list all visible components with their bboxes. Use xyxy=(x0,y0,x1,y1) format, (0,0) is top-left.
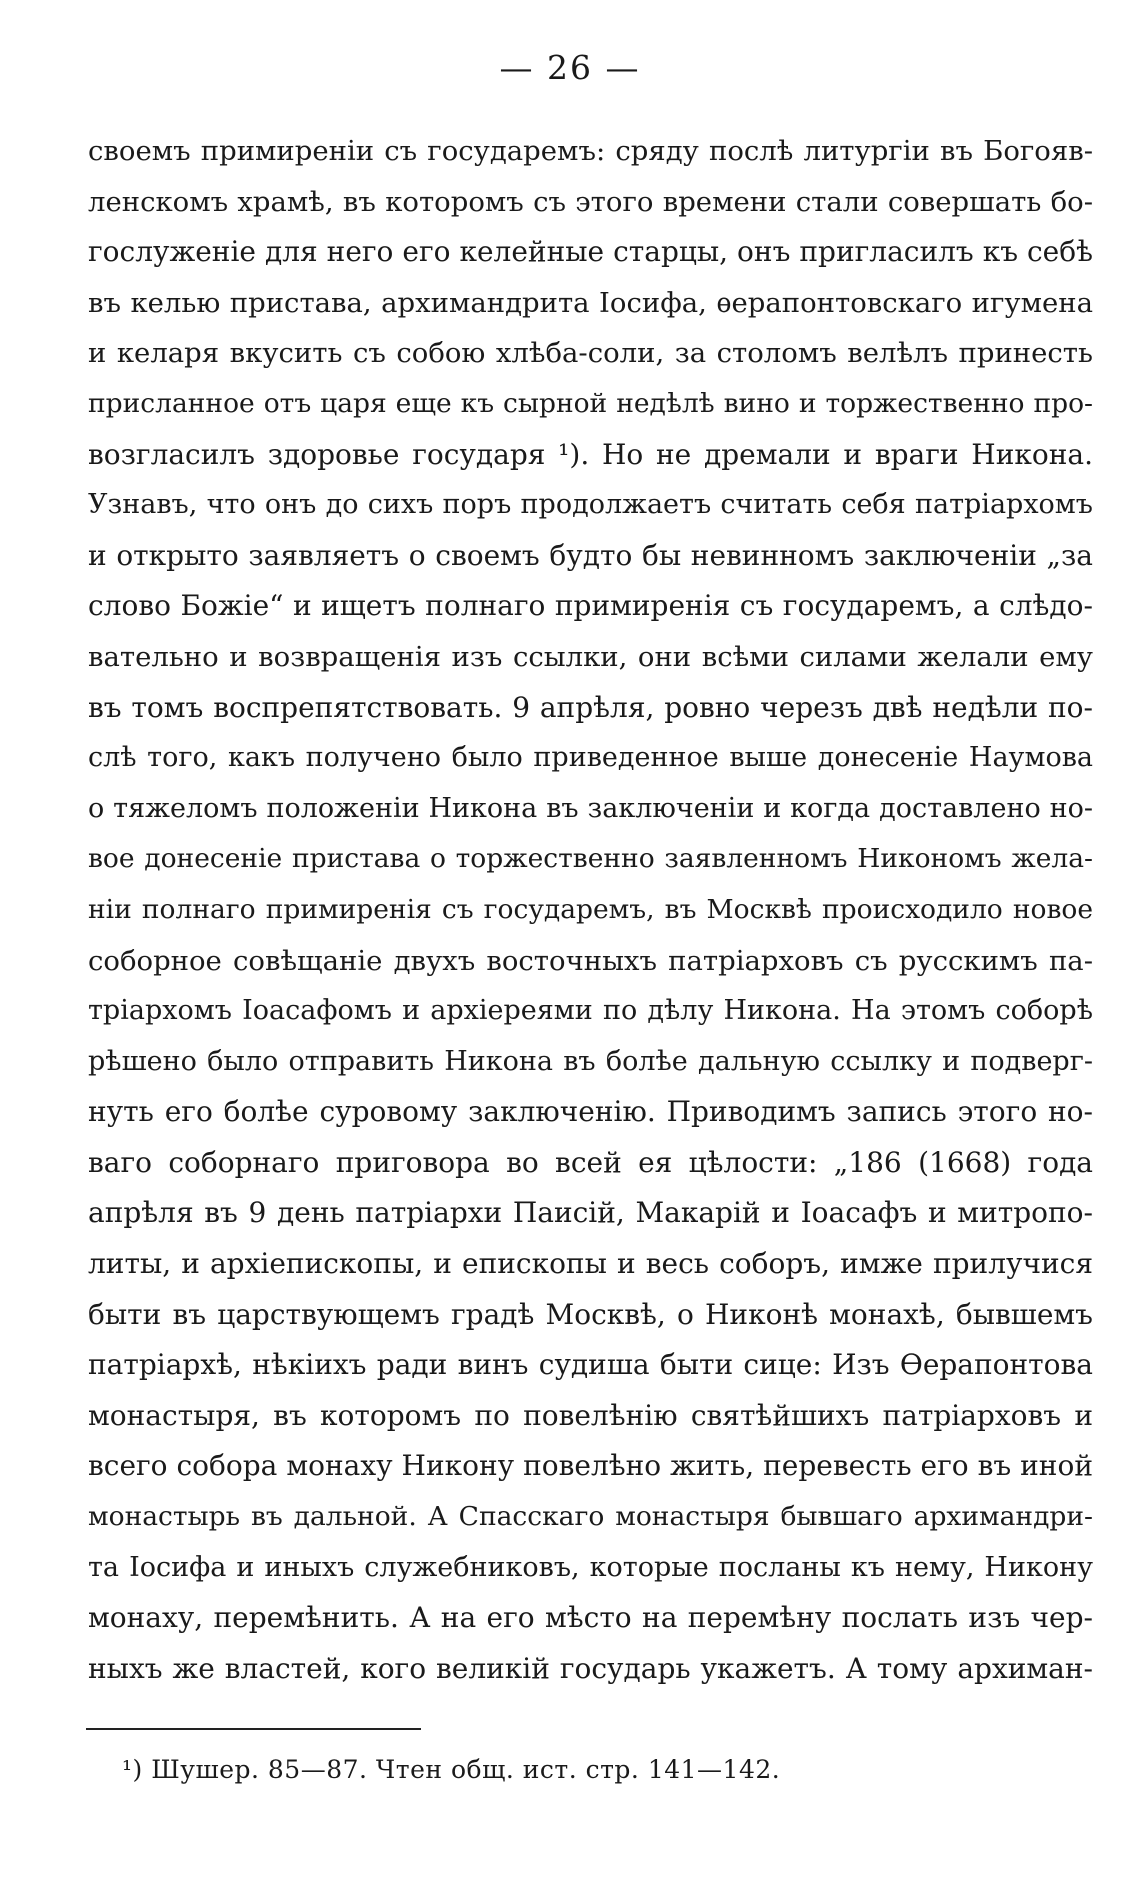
footnote: ¹) Шушер. 85—87. Чтен общ. ист. стр. 141—142. xyxy=(122,1755,781,1784)
text-line: слѣ того, какъ получено было приведенное выше донесеніе Наумова xyxy=(88,742,1093,774)
text-line: гослуженіе для него его келейные старцы, онъ пригласилъ къ себѣ xyxy=(88,235,1093,269)
text-line: нуть его болѣе суровому заключенію. Приводимъ запись этого но- xyxy=(88,1095,1093,1129)
text-line: монаху, перемѣнить. А на его мѣсто на перемѣну послать изъ чер- xyxy=(88,1601,1093,1635)
text-line: монастыря, въ которомъ по повелѣнію святѣйшихъ патріарховъ и xyxy=(88,1398,1093,1432)
text-line: возгласилъ здоровье государя ¹). Но не дремали и враги Никона. xyxy=(88,437,1093,471)
text-line: слово Божіе“ и ищетъ полнаго примиренія съ государемъ, а слѣдо- xyxy=(88,589,1093,623)
text-line: ваго соборнаго приговора во всей ея цѣлости: „186 (1668) года xyxy=(88,1145,1093,1179)
text-line: и келаря вкусить съ собою хлѣба-соли, за столомъ велѣлъ принесть xyxy=(88,337,1093,370)
text-line: и открыто заявляетъ о своемъ будто бы невинномъ заключеніи „за xyxy=(88,538,1093,572)
text-line: своемъ примиреніи съ государемъ: сряду послѣ литургіи въ Богояв- xyxy=(88,135,1093,167)
text-line: тріархомъ Іоасафомъ и архіереями по дѣлу Никона. На этомъ соборѣ xyxy=(88,995,1093,1027)
text-line: ленскомъ храмѣ, въ которомъ съ этого времени стали совершать бо- xyxy=(88,185,1093,218)
text-line: монастырь въ дальной. А Спасскаго монастыря бывшаго архимандри- xyxy=(88,1501,1093,1533)
text-line: та Іосифа и иныхъ служебниковъ, которые посланы къ нему, Никону xyxy=(88,1551,1093,1583)
text-line: всего собора монаху Никону повелѣно жить, перевесть его въ иной xyxy=(88,1449,1093,1483)
text-line: въ келью пристава, архимандрита Іосифа, ѳерапонтовскаго игумена xyxy=(88,286,1093,319)
text-line: присланное отъ царя еще къ сырной недѣлѣ вино и торжественно про- xyxy=(88,387,1093,419)
text-line: Узнавъ, что онъ до сихъ поръ продолжаетъ считать себя патріархомъ xyxy=(88,489,1093,521)
text-line: патріархѣ, нѣкіихъ ради винъ судиша быти сице: Изъ Ѳерапонтова xyxy=(88,1348,1093,1382)
text-line: литы, и архіепископы, и епископы и весь соборъ, имже прилучися xyxy=(88,1247,1093,1281)
text-line: соборное совѣщаніе двухъ восточныхъ патріарховъ съ русскимъ па- xyxy=(88,944,1093,977)
body-text xyxy=(88,126,1093,1694)
text-line: вательно и возвращенія изъ ссылки, они всѣми силами желали ему xyxy=(88,640,1093,673)
text-line: апрѣля въ 9 день патріархи Паисій, Макарій и Іоасафъ и митропо- xyxy=(88,1196,1093,1230)
text-line: вое донесеніе пристава о торжественно заявленномъ Никономъ жела- xyxy=(88,843,1093,875)
footnote-rule xyxy=(86,1728,421,1730)
text-line: быти въ царствующемъ градѣ Москвѣ, о Никонѣ монахѣ, бывшемъ xyxy=(88,1297,1093,1331)
text-line: въ томъ воспрепятствовать. 9 апрѣля, ровно черезъ двѣ недѣли по- xyxy=(88,690,1093,724)
text-line: ныхъ же властей, кого великій государь укажетъ. А тому архиман- xyxy=(88,1651,1093,1685)
text-line: о тяжеломъ положеніи Никона въ заключеніи и когда доставлено но- xyxy=(88,792,1093,824)
page-number: — 26 — xyxy=(499,48,641,87)
text-line: ніи полнаго примиренія съ государемъ, въ Москвѣ происходило новое xyxy=(88,893,1093,925)
text-line: рѣшено было отправить Никона въ болѣе дальную ссылку и подверг- xyxy=(88,1045,1093,1077)
